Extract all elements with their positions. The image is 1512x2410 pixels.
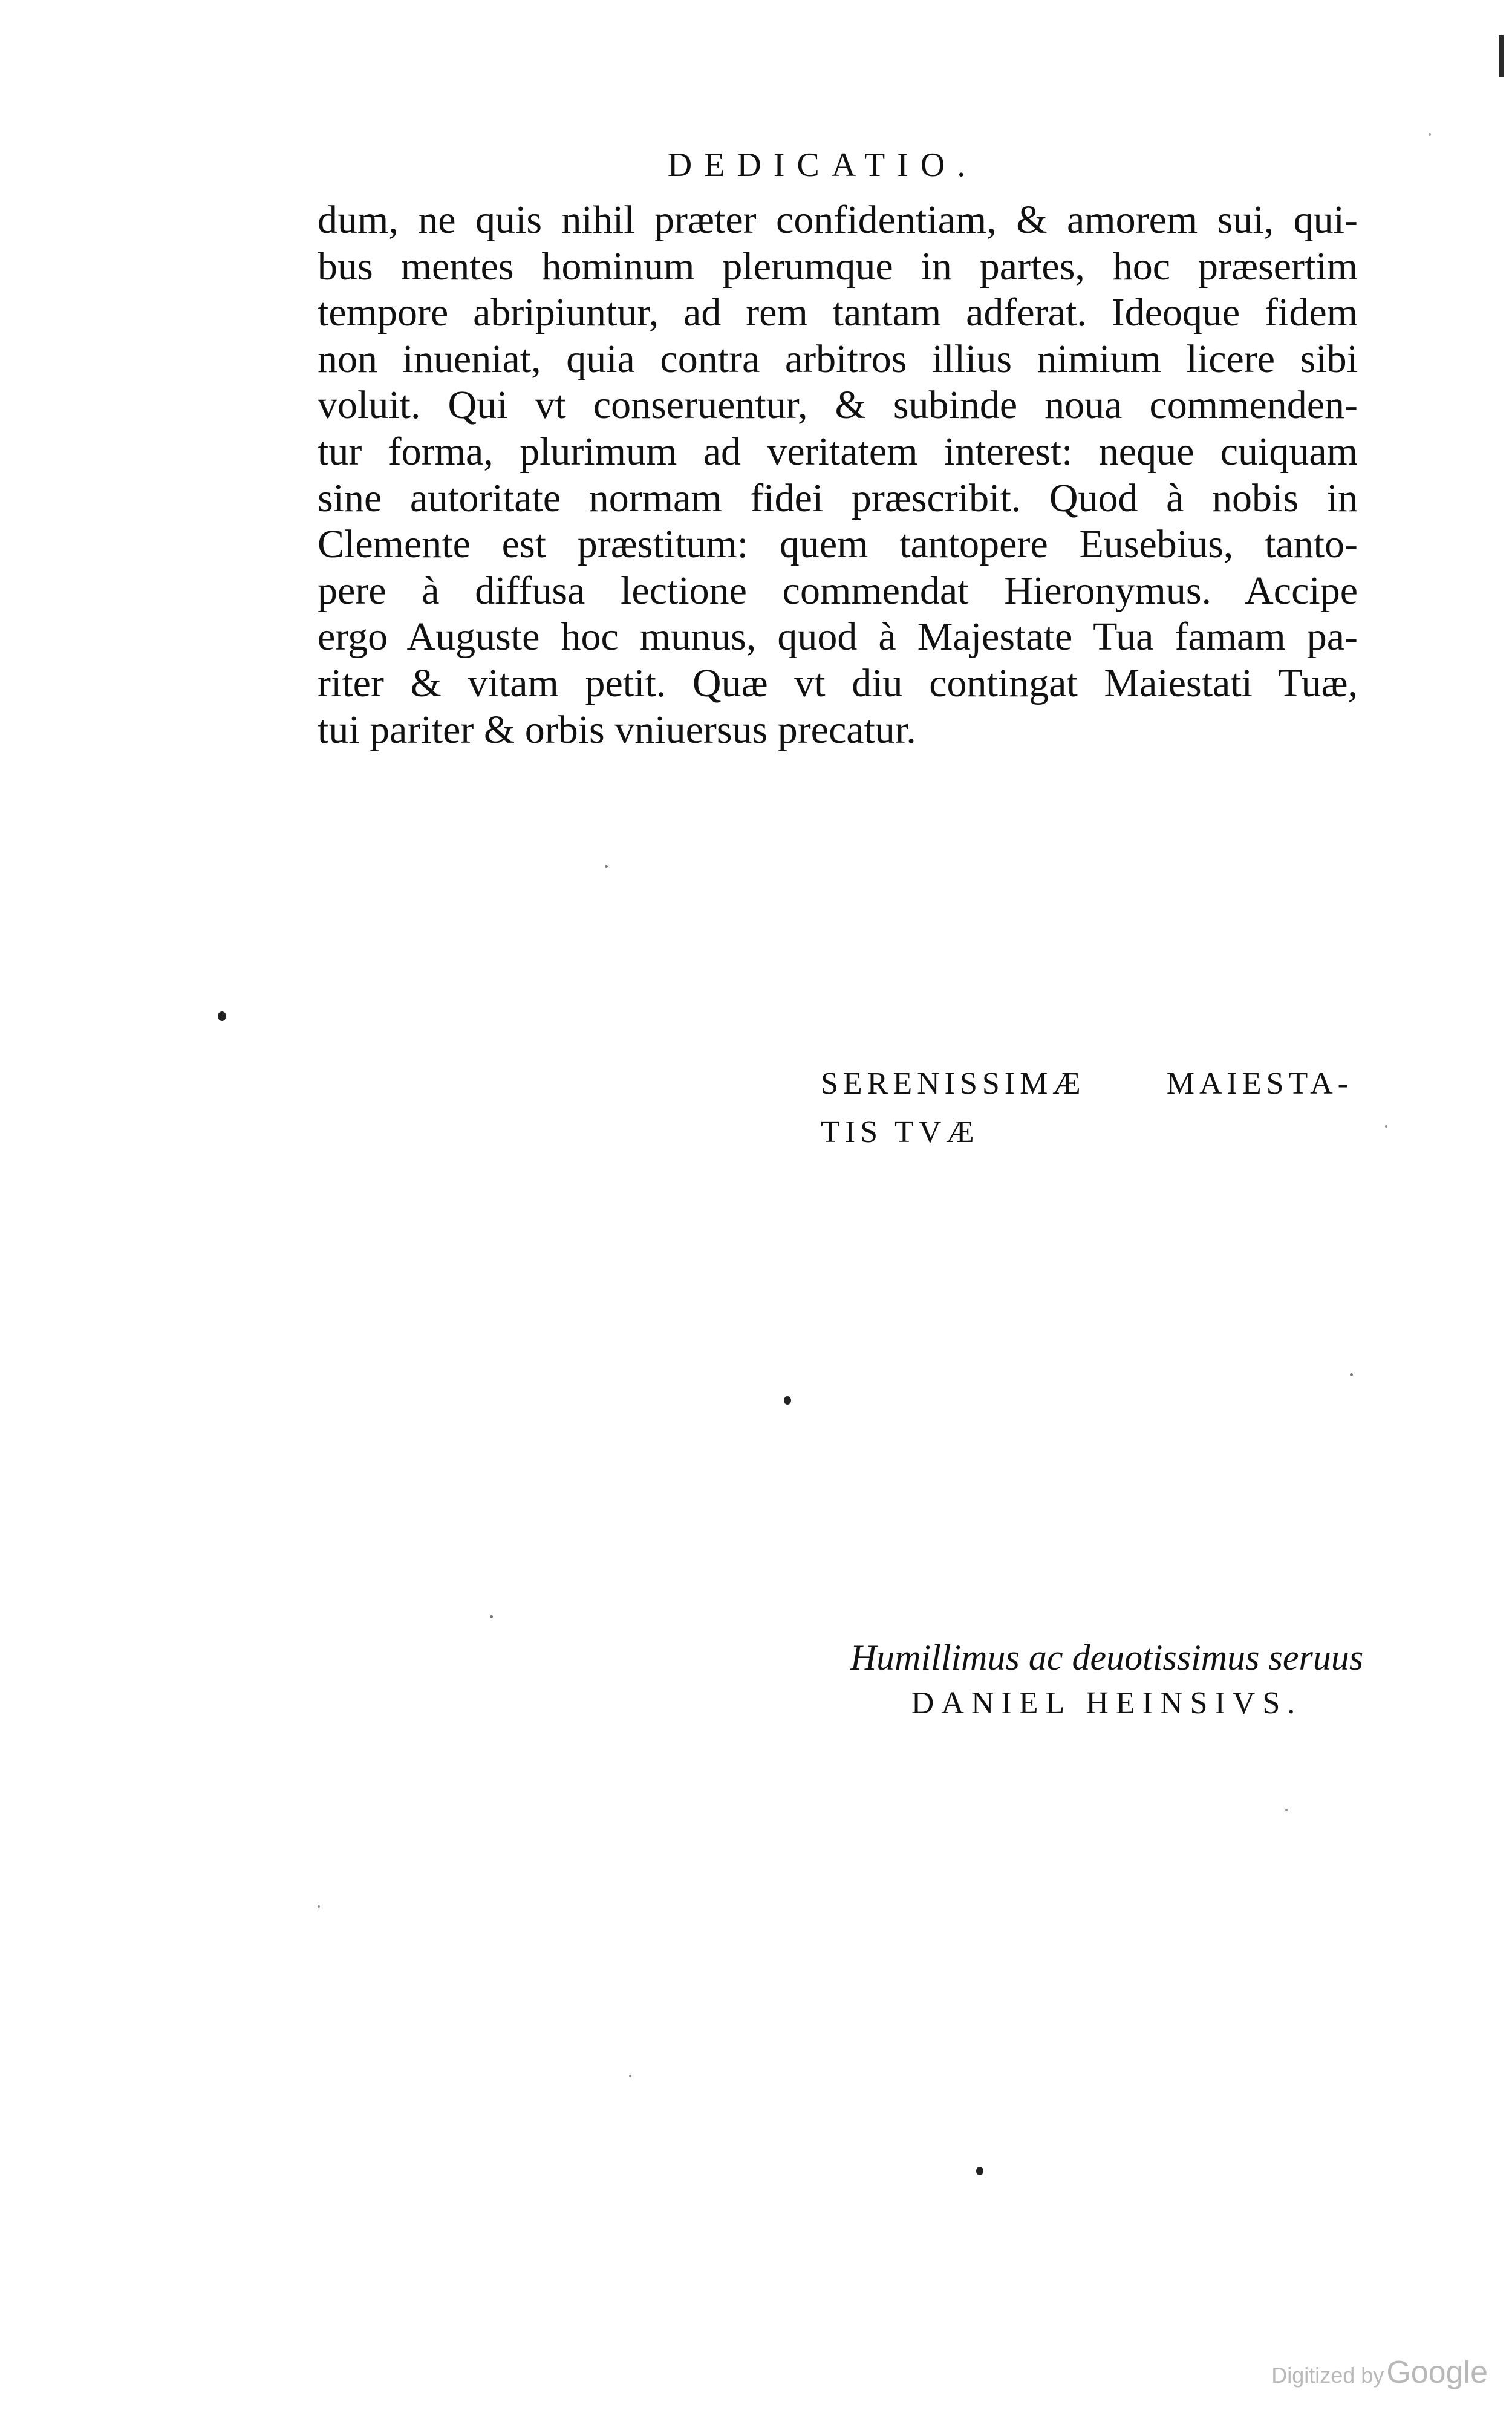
body-line: tur forma, plurimum ad veritatem interest: neque cuiquam xyxy=(318,429,1358,474)
body-line: Clemente est præstitum: quem tantopere Eusebius, tanto- xyxy=(318,522,1358,567)
ink-speck xyxy=(1385,1125,1387,1128)
ink-speck xyxy=(1350,1373,1353,1376)
closing-salutation xyxy=(821,1060,1353,1157)
ink-speck xyxy=(1285,1809,1288,1811)
signature-name: DANIEL HEINSIVS. xyxy=(911,1686,1303,1720)
closing-line: SERENISSIMÆ MAIESTA- xyxy=(821,1066,1353,1101)
signature-block xyxy=(835,1633,1379,1725)
ink-speck xyxy=(490,1615,493,1618)
body-line: bus mentes hominum plerumque in partes, hoc præsertim xyxy=(318,244,1358,289)
ink-speck xyxy=(218,1011,226,1021)
body-line: dum, ne quis nihil præter confidentiam, & amorem sui, qui- xyxy=(318,198,1358,242)
body-line: ergo Auguste hoc munus, quod à Majestate Tua famam pa- xyxy=(318,615,1358,659)
body-line: non inueniat, quia contra arbitros illius nimium licere sibi xyxy=(318,336,1358,381)
ink-speck xyxy=(318,1905,320,1908)
ink-speck xyxy=(976,2167,983,2175)
closing-line: TIS TVÆ xyxy=(821,1115,979,1149)
dedication-body xyxy=(318,197,1358,753)
ink-speck xyxy=(629,2075,631,2077)
ink-speck xyxy=(605,865,608,868)
ink-speck xyxy=(1429,133,1431,136)
ink-speck xyxy=(784,1396,791,1405)
body-line: riter & vitam petit. Quæ vt diu contingat Maiestati Tuæ, xyxy=(318,661,1358,705)
body-line: voluit. Qui vt conseruentur, & subinde noua commenden- xyxy=(318,383,1358,428)
digitized-watermark xyxy=(1204,2354,1488,2391)
watermark-prefix: Digitized by xyxy=(1271,2363,1384,2388)
google-logo: Google xyxy=(1386,2355,1488,2390)
body-line: tui pariter & orbis vniuersus precatur. xyxy=(318,707,916,752)
body-line: pere à diffusa lectione commendat Hieronymus. Accipe xyxy=(318,568,1358,613)
body-line: tempore abripiuntur, ad rem tantam adferat. Ideoque fidem xyxy=(318,290,1358,335)
page-edge-mark xyxy=(1499,35,1504,77)
running-head: DEDICATIO. xyxy=(667,146,978,184)
signature-humble-line: Humillimus ac deuotissimus seruus xyxy=(850,1638,1364,1677)
body-line: sine autoritate normam fidei præscribit. Quod à nobis in xyxy=(318,475,1358,520)
